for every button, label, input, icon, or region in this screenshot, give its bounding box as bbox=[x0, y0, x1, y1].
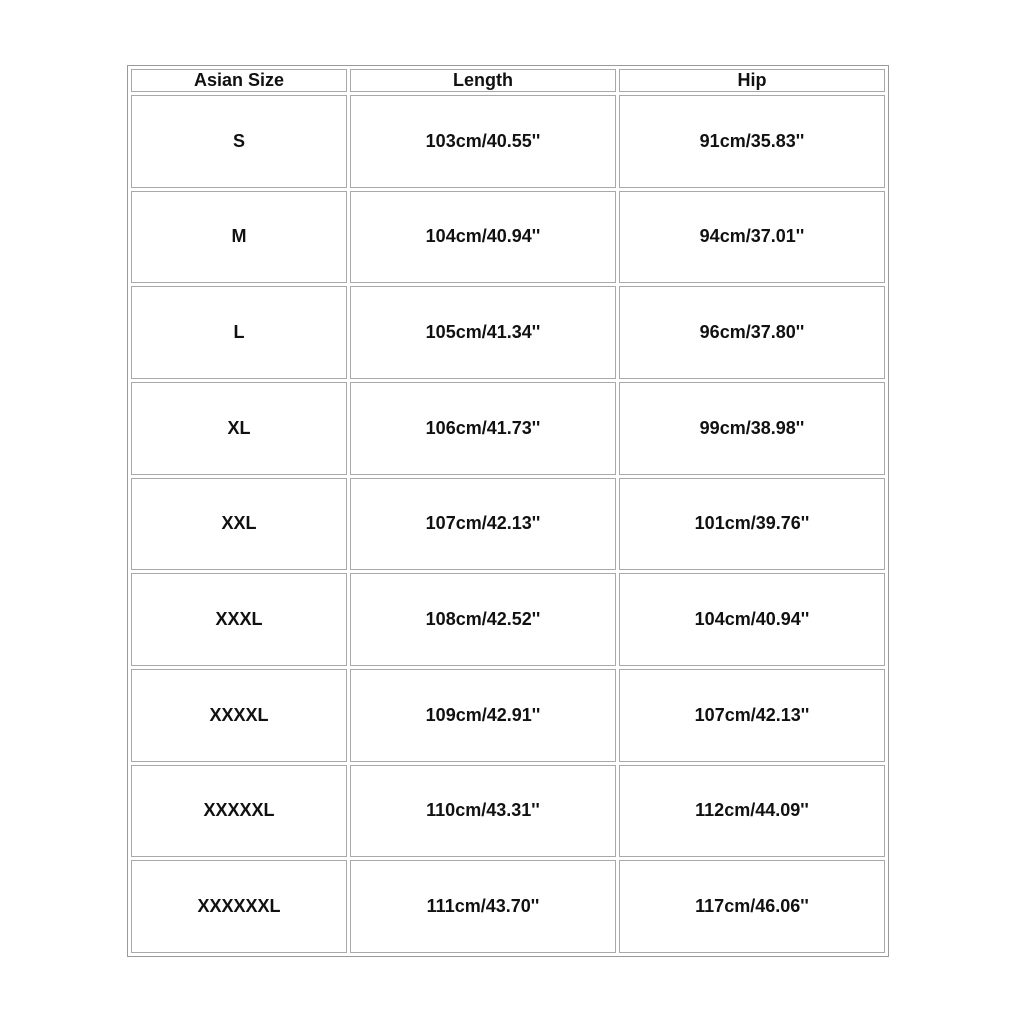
length-cell: 106cm/41.73'' bbox=[350, 382, 616, 475]
size-table bbox=[127, 65, 889, 957]
size-cell: L bbox=[131, 286, 347, 379]
hip-cell: 107cm/42.13'' bbox=[619, 669, 885, 762]
table-row bbox=[131, 286, 885, 379]
size-cell: M bbox=[131, 191, 347, 284]
table-row bbox=[131, 478, 885, 571]
size-cell: XXXXL bbox=[131, 669, 347, 762]
hip-cell: 112cm/44.09'' bbox=[619, 765, 885, 858]
size-cell: XXXL bbox=[131, 573, 347, 666]
size-cell: S bbox=[131, 95, 347, 188]
table-header-row bbox=[131, 69, 885, 92]
hip-cell: 96cm/37.80'' bbox=[619, 286, 885, 379]
size-chart bbox=[127, 65, 889, 957]
length-cell: 109cm/42.91'' bbox=[350, 669, 616, 762]
table-row bbox=[131, 669, 885, 762]
length-cell: 108cm/42.52'' bbox=[350, 573, 616, 666]
hip-cell: 94cm/37.01'' bbox=[619, 191, 885, 284]
hip-cell: 91cm/35.83'' bbox=[619, 95, 885, 188]
length-cell: 107cm/42.13'' bbox=[350, 478, 616, 571]
table-row bbox=[131, 95, 885, 188]
table-row bbox=[131, 191, 885, 284]
hip-cell: 99cm/38.98'' bbox=[619, 382, 885, 475]
table-row bbox=[131, 765, 885, 858]
table-row bbox=[131, 860, 885, 953]
size-cell: XL bbox=[131, 382, 347, 475]
length-cell: 103cm/40.55'' bbox=[350, 95, 616, 188]
hip-cell: 117cm/46.06'' bbox=[619, 860, 885, 953]
length-cell: 110cm/43.31'' bbox=[350, 765, 616, 858]
size-cell: XXXXXXL bbox=[131, 860, 347, 953]
hip-cell: 104cm/40.94'' bbox=[619, 573, 885, 666]
hip-cell: 101cm/39.76'' bbox=[619, 478, 885, 571]
length-cell: 111cm/43.70'' bbox=[350, 860, 616, 953]
table-row bbox=[131, 382, 885, 475]
size-cell: XXL bbox=[131, 478, 347, 571]
column-header-asian-size: Asian Size bbox=[131, 69, 347, 92]
length-cell: 104cm/40.94'' bbox=[350, 191, 616, 284]
size-cell: XXXXXL bbox=[131, 765, 347, 858]
column-header-hip: Hip bbox=[619, 69, 885, 92]
column-header-length: Length bbox=[350, 69, 616, 92]
length-cell: 105cm/41.34'' bbox=[350, 286, 616, 379]
table-row bbox=[131, 573, 885, 666]
